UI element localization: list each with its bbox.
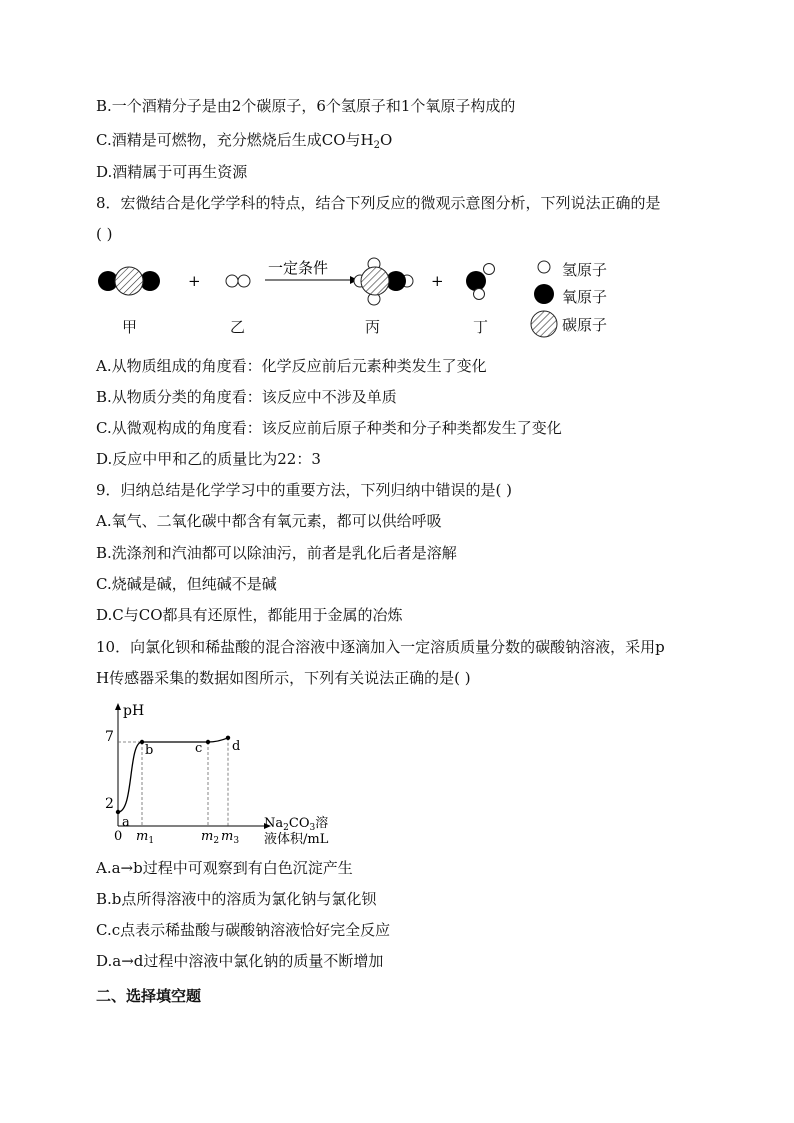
origin-label: 0 bbox=[114, 829, 123, 844]
chart-marks bbox=[116, 736, 241, 830]
q8-option-b: B.从物质分类的角度看：该反应中不涉及单质 bbox=[96, 388, 397, 406]
x-label-na: Na bbox=[264, 816, 284, 831]
reaction-diagram bbox=[0, 254, 794, 344]
legend-hydrogen-symbol bbox=[538, 261, 550, 273]
q9-option-d: D.C与CO都具有还原性，都能用于金属的冶炼 bbox=[96, 606, 403, 624]
x-tick-m1-sub: 1 bbox=[148, 836, 155, 846]
molecule-bing bbox=[354, 258, 413, 305]
q7-option-c-text: C.酒精是可燃物，充分燃烧后生成CO与 bbox=[96, 131, 361, 149]
ph-curve bbox=[118, 738, 228, 812]
q7-option-d: D.酒精属于可再生资源 bbox=[96, 163, 248, 181]
x-label-co: CO bbox=[288, 816, 310, 831]
formula-sub: 2 bbox=[373, 140, 380, 151]
q7-option-b: B.一个酒精分子是由2个碳原子，6个氢原子和1个氧原子构成的 bbox=[96, 97, 516, 115]
section-heading: 二、选择填空题 bbox=[96, 987, 202, 1005]
q9-option-a: A.氧气、二氧化碳中都含有氧元素，都可以供给呼吸 bbox=[96, 512, 442, 530]
x-tick-label-m1 bbox=[136, 829, 154, 846]
label-jia: 甲 bbox=[122, 318, 138, 336]
formula-o: O bbox=[379, 131, 393, 149]
x-tick-label-m2 bbox=[201, 829, 219, 846]
point-label-d: d bbox=[232, 738, 241, 754]
x-label-rong: 溶 bbox=[315, 816, 329, 831]
label-yi: 乙 bbox=[230, 318, 246, 336]
q8-option-a: A.从物质组成的角度看：化学反应前后元素种类发生了变化 bbox=[96, 357, 487, 375]
x-tick-m3-sub: 3 bbox=[233, 836, 240, 846]
label-ding: 丁 bbox=[473, 318, 489, 336]
y-axis-label: pH bbox=[123, 703, 145, 719]
legend-oxygen-symbol bbox=[534, 284, 554, 304]
point-label-c: c bbox=[195, 741, 203, 756]
q10-stem-line1: 10．向氯化钡和稀盐酸的混合溶液中逐滴加入一定溶质质量分数的碳酸钠溶液，采用p bbox=[96, 638, 665, 656]
y-axis-arrow bbox=[115, 703, 121, 710]
x-axis-label-line2: 液体积/mL bbox=[264, 832, 329, 847]
q9-option-c: C.烧碱是碱，但纯碱不是碱 bbox=[96, 575, 277, 593]
point-label-a: a bbox=[122, 815, 130, 830]
legend-hydrogen-label: 氢原子 bbox=[562, 261, 608, 279]
point-c bbox=[206, 740, 210, 744]
reaction-condition: 一定条件 bbox=[268, 259, 329, 277]
x-label-sub2: 3 bbox=[309, 823, 316, 833]
legend-carbon-symbol bbox=[531, 311, 557, 337]
label-bing: 丙 bbox=[365, 318, 381, 336]
point-d bbox=[226, 736, 230, 740]
plus-sign-1: + bbox=[188, 272, 201, 290]
x-tick-m2-letter: m bbox=[201, 829, 214, 844]
molecule-ding bbox=[466, 264, 495, 300]
q10-option-d: D.a→d过程中溶液中氯化钠的质量不断增加 bbox=[96, 952, 384, 970]
q10-stem-line2: H传感器采集的数据如图所示，下列有关说法正确的是( ) bbox=[96, 669, 471, 687]
legend-oxygen-label: 氧原子 bbox=[562, 288, 608, 306]
point-b bbox=[140, 740, 144, 744]
q8-paren: ( ) bbox=[96, 225, 113, 243]
ph-chart bbox=[96, 700, 356, 850]
legend-carbon-label: 碳原子 bbox=[562, 316, 608, 334]
q10-option-b: B.b点所得溶液中的溶质为氯化钠与氯化钡 bbox=[96, 890, 377, 908]
point-label-b: b bbox=[145, 743, 154, 758]
formula-h: H bbox=[360, 131, 374, 149]
q10-option-c: C.c点表示稀盐酸与碳酸钠溶液恰好完全反应 bbox=[96, 921, 391, 939]
q9-stem: 9．归纳总结是化学学习中的重要方法，下列归纳中错误的是( ) bbox=[96, 481, 513, 499]
plus-sign-2: + bbox=[431, 272, 444, 290]
x-tick-m3-letter: m bbox=[221, 829, 234, 844]
point-a bbox=[116, 810, 120, 814]
molecule-jia bbox=[98, 267, 160, 295]
q10-option-a: A.a→b过程中可观察到有白色沉淀产生 bbox=[96, 859, 353, 877]
q8-option-d: D.反应中甲和乙的质量比为22：3 bbox=[96, 450, 321, 468]
x-label-sub1: 2 bbox=[283, 823, 289, 833]
q8-option-c: C.从微观构成的角度看：该反应前后原子种类和分子种类都发生了变化 bbox=[96, 419, 562, 437]
x-axis-label-line1 bbox=[264, 815, 328, 833]
x-tick-label-m3 bbox=[221, 829, 239, 846]
q7-option-c bbox=[96, 130, 392, 156]
y-tick-label-7: 7 bbox=[105, 729, 114, 745]
y-tick-label-2: 2 bbox=[105, 796, 114, 812]
molecule-yi bbox=[226, 275, 250, 287]
q8-stem: 8．宏微结合是化学学科的特点，结合下列反应的微观示意图分析，下列说法正确的是 bbox=[96, 194, 661, 212]
q9-option-b: B.洗涤剂和汽油都可以除油污，前者是乳化后者是溶解 bbox=[96, 544, 457, 562]
x-tick-m1-letter: m bbox=[136, 829, 149, 844]
x-tick-m2-sub: 2 bbox=[213, 836, 220, 846]
